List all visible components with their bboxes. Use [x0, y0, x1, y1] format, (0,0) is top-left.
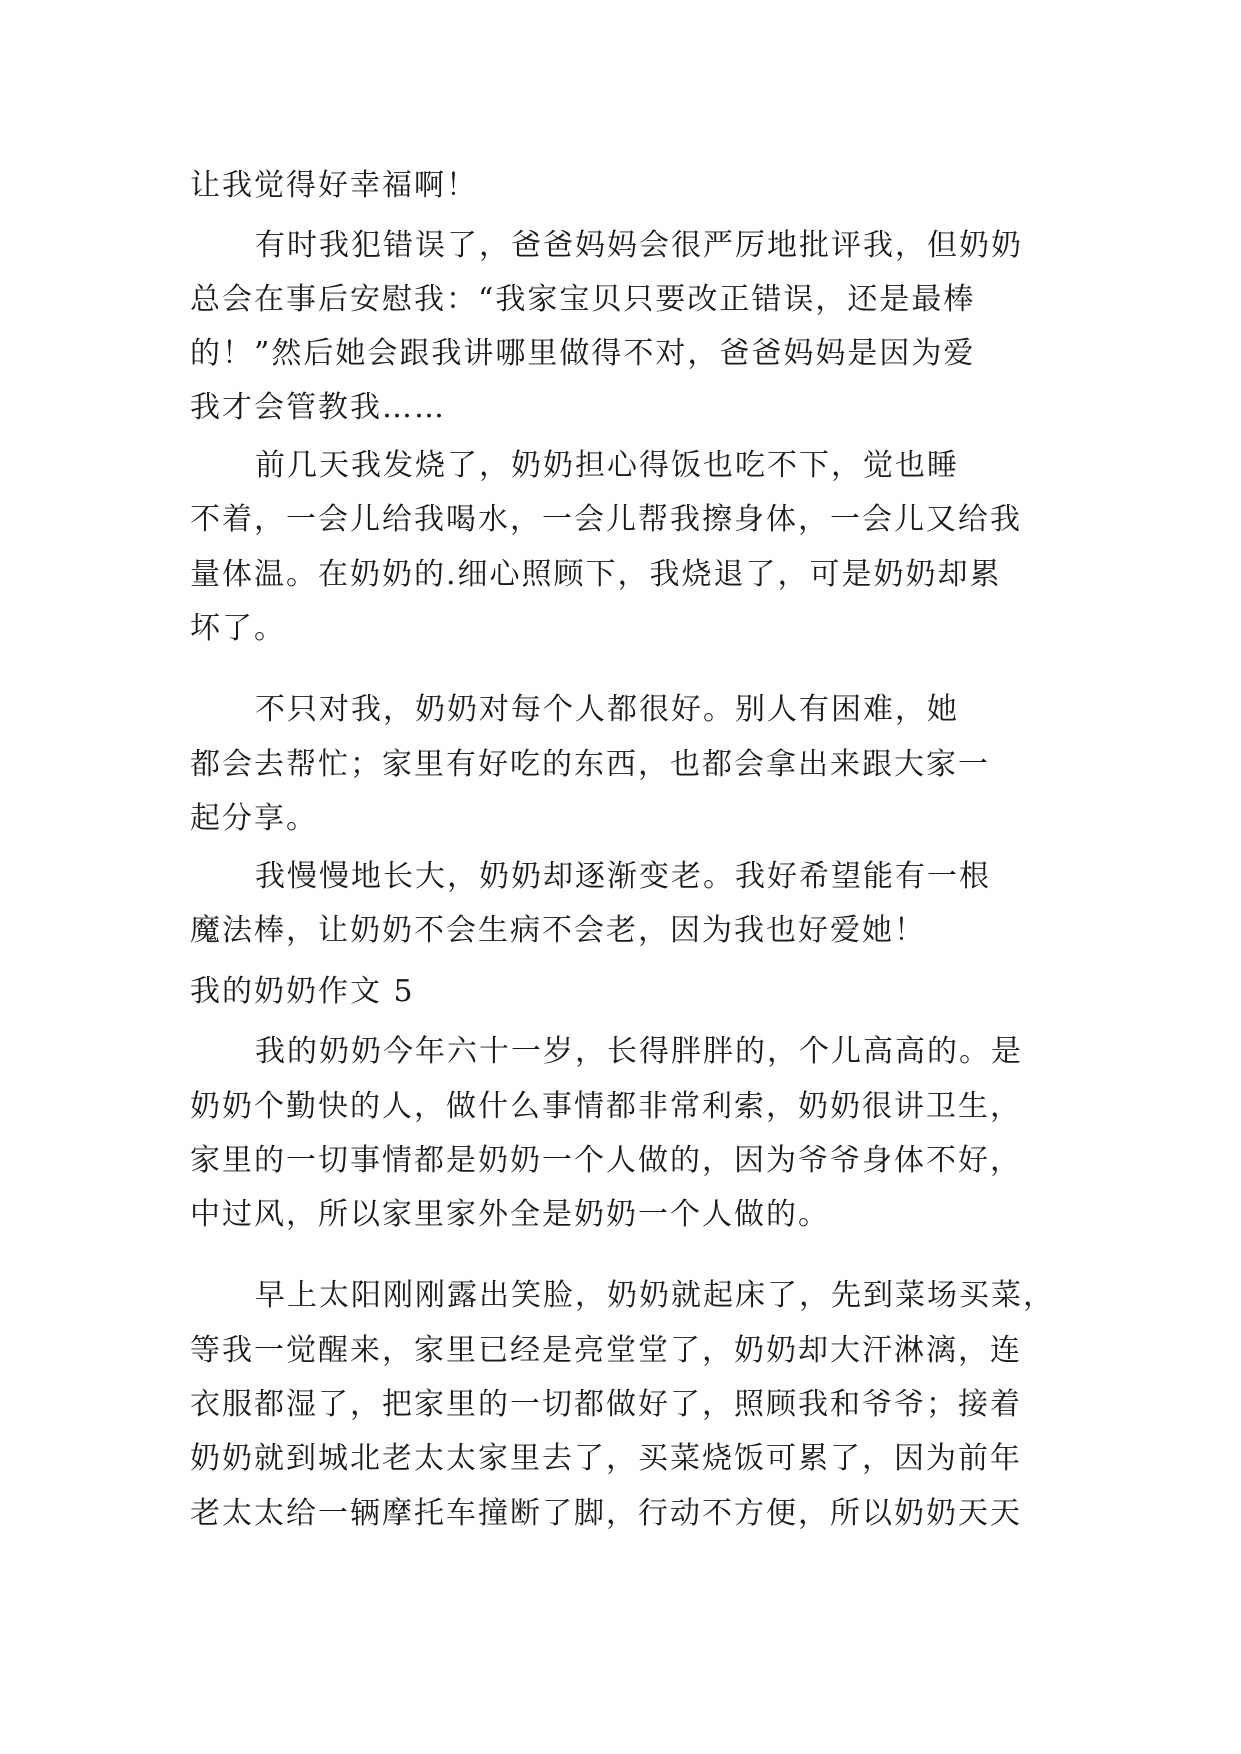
- text-line: 都会去帮忙；家里有好吃的东西，也都会拿出来跟大家一: [190, 747, 990, 782]
- text-line: 衣服都湿了，把家里的一切都做好了，照顾我和爷爷；接着: [190, 1387, 1022, 1422]
- text-line: 起分享。: [190, 801, 318, 836]
- text-line: 老太太给一辆摩托车撞断了脚，行动不方便，所以奶奶天天: [190, 1496, 1022, 1531]
- text-line: 奶奶就到城北老太太家里去了，买菜烧饭可累了，因为前年: [190, 1441, 1022, 1476]
- text-line: 我才会管教我……: [190, 390, 446, 425]
- paragraph-first-line: 有时我犯错误了，爸爸妈妈会很严厉地批评我，但奶奶: [255, 228, 1023, 263]
- text-line: 不着，一会儿给我喝水，一会儿帮我擦身体，一会儿又给我: [190, 502, 1022, 537]
- text-line: 的！”然后她会跟我讲哪里做得不对，爸爸妈妈是因为爱: [190, 336, 976, 371]
- section-heading: 我的奶奶作文 5: [190, 974, 415, 1009]
- paragraph-first-line: 我慢慢地长大，奶奶却逐渐变老。我好希望能有一根: [255, 859, 991, 894]
- text-line: 让我觉得好幸福啊！: [190, 168, 478, 203]
- text-line: 总会在事后安慰我：“我家宝贝只要改正错误，还是最棒: [190, 282, 976, 317]
- text-line: 量体温。在奶奶的.细心照顾下，我烧退了，可是奶奶却累: [190, 557, 1002, 592]
- text-line: 坏了。: [190, 611, 286, 646]
- text-line: 魔法棒，让奶奶不会生病不会老，因为我也好爱她！: [190, 913, 926, 948]
- text-line: 等我一觉醒来，家里已经是亮堂堂了，奶奶却大汗淋漓，连: [190, 1333, 1022, 1368]
- text-line: 家里的一切事情都是奶奶一个人做的，因为爷爷身体不好，: [190, 1143, 1022, 1178]
- paragraph-first-line: 我的奶奶今年六十一岁，长得胖胖的，个儿高高的。是: [255, 1034, 1023, 1069]
- text-line: 中过风，所以家里家外全是奶奶一个人做的。: [190, 1197, 830, 1232]
- paragraph-first-line: 早上太阳刚刚露出笑脸，奶奶就起床了，先到菜场买菜，: [255, 1278, 1055, 1313]
- text-line: 奶奶个勤快的人，做什么事情都非常利索，奶奶很讲卫生，: [190, 1089, 1022, 1124]
- paragraph-first-line: 不只对我，奶奶对每个人都很好。别人有困难，她: [255, 692, 959, 727]
- paragraph-first-line: 前几天我发烧了，奶奶担心得饭也吃不下，觉也睡: [255, 448, 959, 483]
